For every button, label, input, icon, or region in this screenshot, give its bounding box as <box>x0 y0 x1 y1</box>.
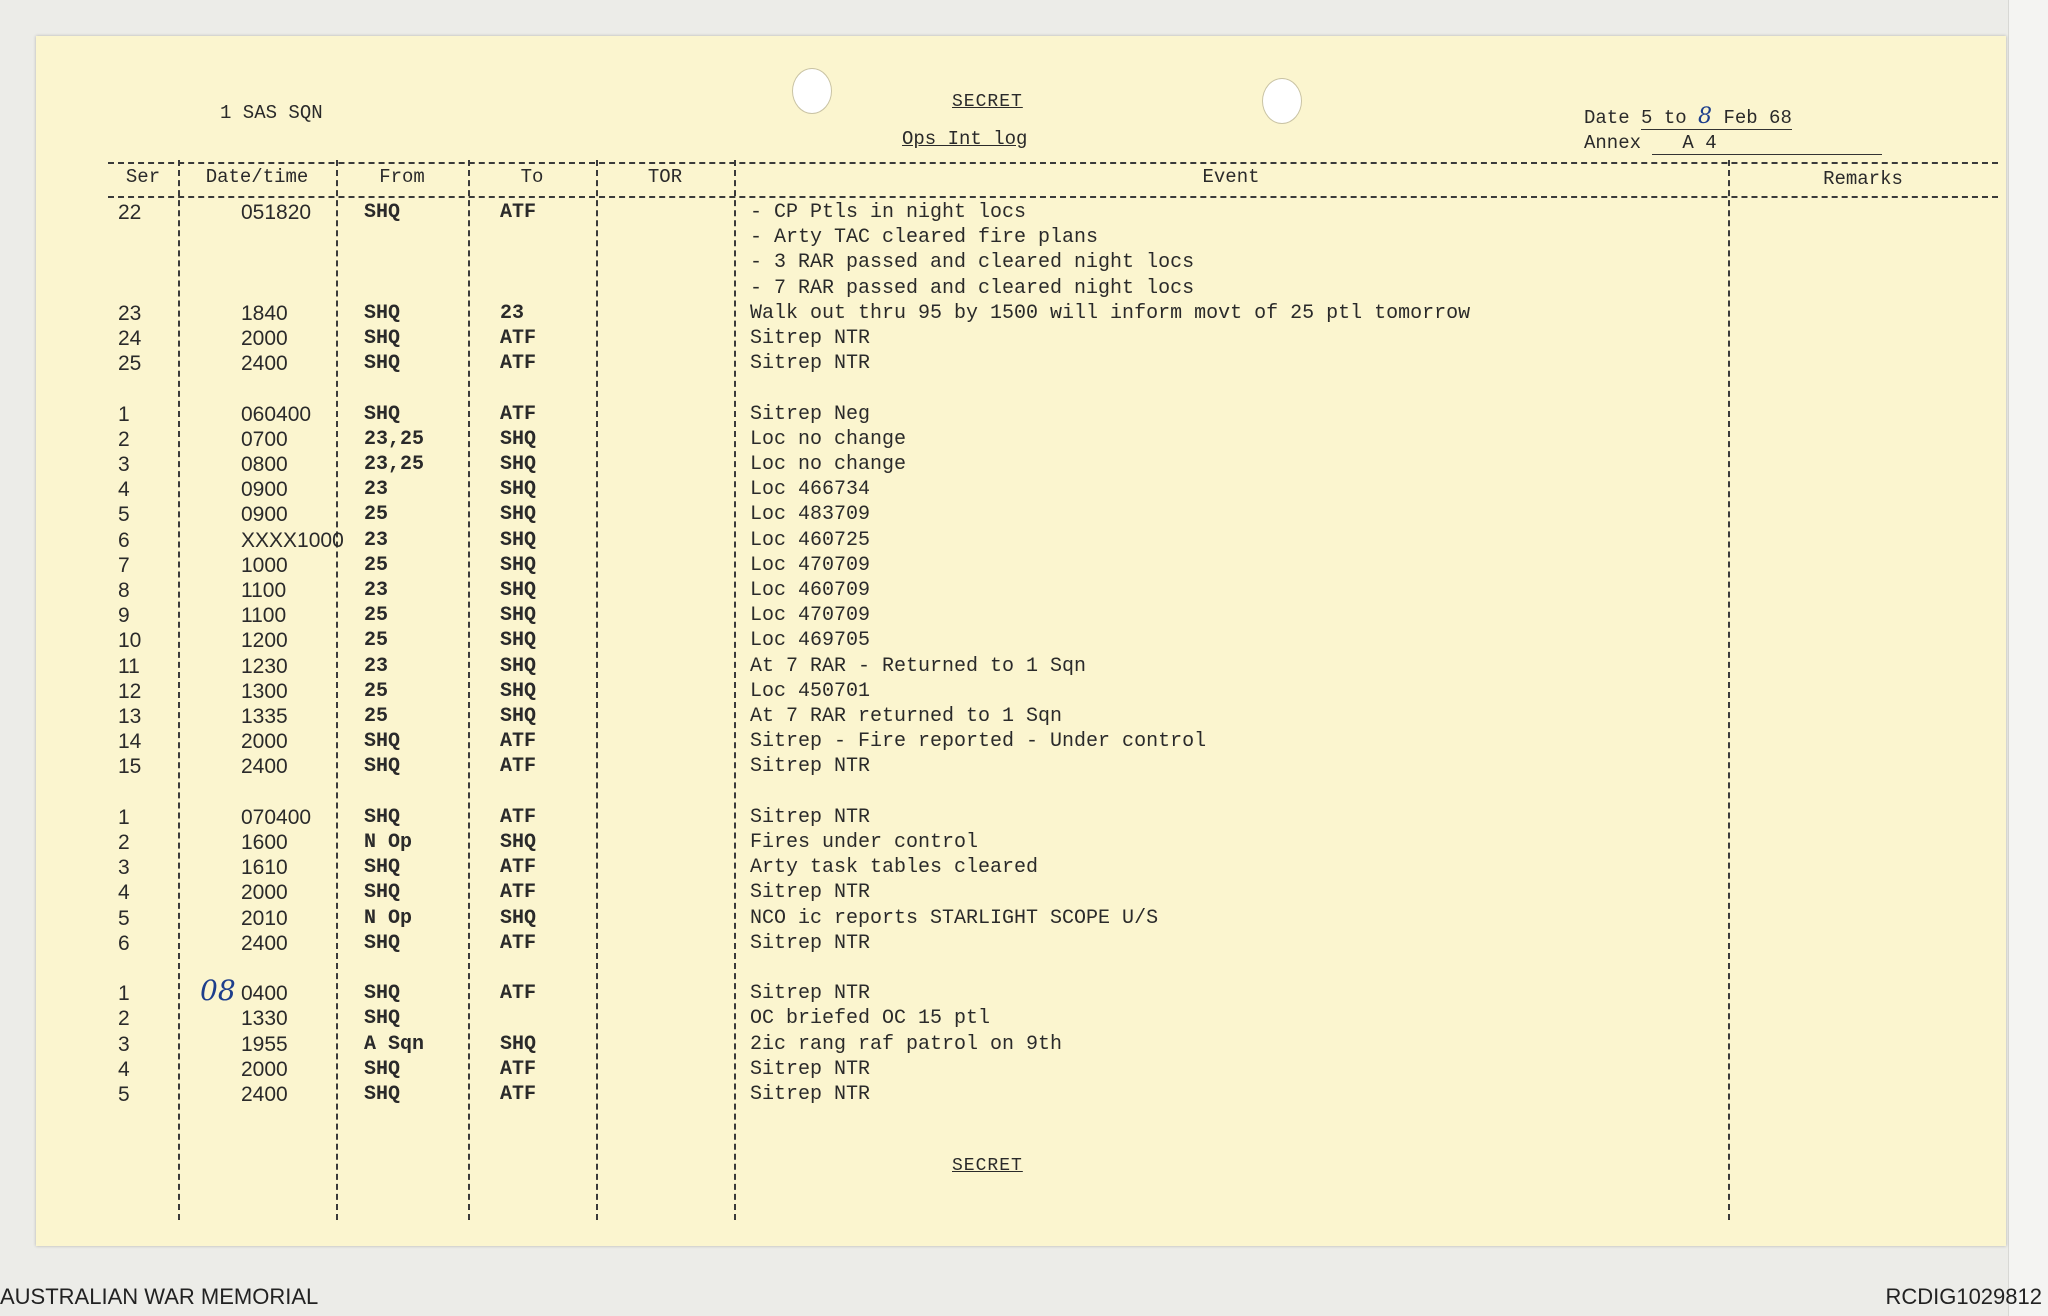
col-header-tor: TOR <box>647 166 683 188</box>
cell-ser: 2 <box>118 427 130 451</box>
col-header-remarks: Remarks <box>1823 168 1903 190</box>
classification-top: SECRET <box>952 92 1023 112</box>
cell-ser: 6 <box>118 528 130 552</box>
table-row <box>36 830 2006 855</box>
cell-event: Sitrep NTR <box>750 931 871 955</box>
cell-ser: 3 <box>118 453 130 476</box>
cell-ser: 5 <box>118 503 130 527</box>
cell-to: SHQ <box>500 604 537 628</box>
date-field <box>1584 104 1792 130</box>
table-row <box>36 200 2006 225</box>
cell-to: ATF <box>500 730 537 754</box>
cell-event: Loc no change <box>750 453 907 476</box>
footer-record-id: RCDIG1029812 <box>1885 1284 2042 1309</box>
cell-from: SHQ <box>364 1083 401 1106</box>
cell-from: SHQ <box>364 856 401 880</box>
cell-from: A Sqn <box>364 1032 425 1056</box>
cell-event: Sitrep Neg <box>750 402 871 426</box>
cell-from: 23 <box>364 579 389 602</box>
cell-from: SHQ <box>364 327 401 350</box>
table-row <box>36 754 2006 779</box>
cell-event: Sitrep NTR <box>750 1057 871 1081</box>
cell-event: Sitrep NTR <box>750 881 871 905</box>
cell-to: ATF <box>500 881 537 905</box>
cell-from: 25 <box>364 604 389 628</box>
table-top-rule <box>108 162 1998 164</box>
cell-ser: 12 <box>118 679 142 703</box>
cell-ser: 4 <box>118 881 130 905</box>
cell-to: ATF <box>500 327 537 350</box>
cell-datetime: 070400 <box>241 805 312 829</box>
cell-datetime: 0400 <box>241 982 288 1006</box>
cell-ser: 4 <box>118 478 130 502</box>
cell-to: SHQ <box>500 906 537 930</box>
cell-datetime: 2400 <box>241 352 288 376</box>
table-row <box>36 729 2006 754</box>
cell-ser: 22 <box>118 201 142 224</box>
cell-from: SHQ <box>364 352 401 376</box>
cell-event: Fires under control <box>750 831 979 854</box>
table-row <box>36 855 2006 880</box>
table-row <box>36 931 2006 956</box>
table-row <box>36 880 2006 905</box>
cell-ser: 7 <box>118 553 130 577</box>
cell-event: 2ic rang raf patrol on 9th <box>750 1032 1063 1056</box>
cell-event: Arty task tables cleared <box>750 856 1039 880</box>
cell-datetime: 1000 <box>241 553 288 577</box>
table-row <box>36 427 2006 452</box>
col-header-from: From <box>379 166 425 188</box>
cell-event: NCO ic reports STARLIGHT SCOPE U/S <box>750 906 1159 930</box>
cell-event: OC briefed OC 15 ptl <box>750 1007 991 1031</box>
annex-field <box>1584 132 1882 155</box>
cell-event: Sitrep NTR <box>750 805 871 829</box>
table-row <box>36 502 2006 527</box>
table-row <box>36 553 2006 578</box>
table-row <box>36 628 2006 653</box>
cell-from: 25 <box>364 503 389 527</box>
cell-to: SHQ <box>500 528 537 552</box>
cell-from: 23 <box>364 478 389 502</box>
table-row <box>36 276 2006 301</box>
cell-datetime: 0700 <box>241 427 288 451</box>
table-row <box>36 351 2006 376</box>
cell-to: SHQ <box>500 654 537 678</box>
col-header-ser: Ser <box>125 166 161 188</box>
cell-from: SHQ <box>364 805 401 829</box>
cell-datetime: 0900 <box>241 478 288 502</box>
cell-from: SHQ <box>364 1007 401 1031</box>
cell-from: SHQ <box>364 982 401 1006</box>
cell-to: ATF <box>500 805 537 829</box>
cell-from: SHQ <box>364 881 401 905</box>
cell-event: At 7 RAR returned to 1 Sqn <box>750 705 1063 728</box>
cell-event: Walk out thru 95 by 1500 will inform movt of 25 ptl tomorrow <box>750 301 1471 325</box>
cell-datetime: 1200 <box>241 629 288 653</box>
table-row <box>36 225 2006 250</box>
cell-ser: 2 <box>118 831 130 854</box>
cell-event: Loc 470709 <box>750 604 871 628</box>
cell-datetime: 2000 <box>241 881 288 905</box>
cell-datetime: 2000 <box>241 1057 288 1081</box>
cell-from: 23 <box>364 654 389 678</box>
cell-event: Sitrep NTR <box>750 1083 871 1106</box>
cell-event: Loc 450701 <box>750 679 871 703</box>
cell-datetime: 2000 <box>241 730 288 754</box>
table-row <box>36 301 2006 326</box>
cell-event: Loc 483709 <box>750 503 871 527</box>
cell-datetime: 1955 <box>241 1032 288 1056</box>
date-handwritten-8: 8 <box>1698 104 1713 129</box>
cell-ser: 10 <box>118 629 142 653</box>
cell-ser: 3 <box>118 1032 130 1056</box>
cell-datetime: 1100 <box>241 579 287 602</box>
cell-ser: 1 <box>118 805 130 829</box>
table-row <box>36 704 2006 729</box>
cell-to: ATF <box>500 1083 537 1106</box>
table-row <box>36 452 2006 477</box>
unit-name: 1 SAS SQN <box>220 102 323 124</box>
table-row <box>36 1006 2006 1031</box>
cell-ser: 5 <box>118 1083 130 1106</box>
cell-ser: 1 <box>118 982 130 1006</box>
annex-label: Annex <box>1584 132 1642 154</box>
cell-ser: 11 <box>118 654 140 678</box>
punch-hole-left <box>792 68 832 114</box>
cell-to: ATF <box>500 931 537 955</box>
cell-to: SHQ <box>500 478 537 502</box>
cell-event: Loc no change <box>750 427 907 451</box>
cell-from: 25 <box>364 553 389 577</box>
cell-ser: 14 <box>118 730 142 754</box>
cell-event: Loc 469705 <box>750 629 871 653</box>
cell-event: Loc 466734 <box>750 478 871 502</box>
cell-from: SHQ <box>364 301 401 325</box>
table-row <box>36 780 2006 805</box>
table-row <box>36 477 2006 502</box>
cell-to: SHQ <box>500 579 537 602</box>
punch-hole-right <box>1262 78 1302 124</box>
table-row <box>36 578 2006 603</box>
cell-datetime: 1335 <box>241 705 288 728</box>
classification-bottom: SECRET <box>952 1156 1023 1176</box>
cell-event: Sitrep NTR <box>750 982 871 1006</box>
cell-event: Loc 470709 <box>750 553 871 577</box>
cell-to: SHQ <box>500 503 537 527</box>
table-row <box>36 528 2006 553</box>
col-header-event: Event <box>1202 166 1260 188</box>
cell-datetime: 1840 <box>241 301 288 325</box>
table-row <box>36 906 2006 931</box>
cell-event: - Arty TAC cleared fire plans <box>750 226 1099 250</box>
table-row <box>36 250 2006 275</box>
cell-to: SHQ <box>500 629 537 653</box>
cell-datetime: 1300 <box>241 679 288 703</box>
cell-from: 23 <box>364 528 389 552</box>
cell-from: SHQ <box>364 931 401 955</box>
table-row <box>36 402 2006 427</box>
cell-to: SHQ <box>500 679 537 703</box>
cell-from: N Op <box>364 906 413 930</box>
cell-ser: 24 <box>118 327 142 350</box>
table-row <box>36 956 2006 981</box>
cell-datetime: XXXX1000 <box>241 528 344 552</box>
table-row <box>36 603 2006 628</box>
cell-from: 25 <box>364 679 389 703</box>
cell-to: SHQ <box>500 553 537 577</box>
table-row <box>36 981 2006 1006</box>
cell-ser: 3 <box>118 856 130 880</box>
cell-datetime: 2400 <box>241 1083 288 1106</box>
cell-event: - 7 RAR passed and cleared night locs <box>750 276 1195 300</box>
cell-to: ATF <box>500 755 537 779</box>
cell-datetime: 051820 <box>241 201 312 224</box>
col-header-to: To <box>520 166 544 188</box>
cell-to: ATF <box>500 352 537 376</box>
cell-ser: 23 <box>118 301 142 325</box>
cell-ser: 25 <box>118 352 142 376</box>
cell-ser: 5 <box>118 906 130 930</box>
table-row <box>36 376 2006 401</box>
log-sheet <box>36 36 2006 1246</box>
cell-event: - 3 RAR passed and cleared night locs <box>750 251 1195 275</box>
cell-datetime: 2400 <box>241 931 288 955</box>
cell-event: Loc 460725 <box>750 528 871 552</box>
cell-from: 25 <box>364 705 389 728</box>
cell-to: SHQ <box>500 427 537 451</box>
cell-event: Sitrep NTR <box>750 327 871 350</box>
table-row <box>36 1082 2006 1107</box>
cell-ser: 6 <box>118 931 130 955</box>
cell-to: ATF <box>500 856 537 880</box>
cell-ser: 13 <box>118 705 142 728</box>
col-header-datetime: Date/time <box>205 166 309 188</box>
cell-to: ATF <box>500 982 537 1006</box>
cell-to: SHQ <box>500 453 537 476</box>
cell-datetime: 1330 <box>241 1007 288 1031</box>
cell-ser: 15 <box>118 755 142 779</box>
cell-datetime: 1100 <box>241 604 287 628</box>
date-value: 5 to 8 Feb 68 <box>1641 104 1792 129</box>
table-row <box>36 1032 2006 1057</box>
table-row <box>36 679 2006 704</box>
cell-from: 23,25 <box>364 427 425 451</box>
table-row <box>36 805 2006 830</box>
cell-datetime: 0800 <box>241 453 288 476</box>
table-row <box>36 1057 2006 1082</box>
handwritten-08: 08 <box>200 974 236 1007</box>
cell-to: 23 <box>500 301 525 325</box>
cell-datetime: 1230 <box>241 654 288 678</box>
cell-to: ATF <box>500 402 537 426</box>
cell-ser: 1 <box>118 402 130 426</box>
footer-source: AUSTRALIAN WAR MEMORIAL <box>0 1284 319 1309</box>
date-label: Date <box>1584 107 1630 129</box>
cell-to: ATF <box>500 1057 537 1081</box>
cell-event: Sitrep NTR <box>750 352 871 376</box>
cell-from: 23,25 <box>364 453 425 476</box>
cell-from: N Op <box>364 831 413 854</box>
cell-to: SHQ <box>500 705 537 728</box>
cell-event: - CP Ptls in night locs <box>750 201 1027 224</box>
cell-datetime: 060400 <box>241 402 312 426</box>
cell-datetime: 2010 <box>241 906 288 930</box>
cell-event: Sitrep - Fire reported - Under control <box>750 730 1207 754</box>
cell-event: Loc 460709 <box>750 579 871 602</box>
cell-ser: 9 <box>118 604 130 628</box>
annex-value: A 4 <box>1652 132 1882 155</box>
log-title: Ops Int log <box>902 128 1028 150</box>
cell-event: Sitrep NTR <box>750 755 871 779</box>
cell-datetime: 1600 <box>241 831 288 854</box>
cell-ser: 4 <box>118 1057 130 1081</box>
cell-from: SHQ <box>364 730 401 754</box>
cell-event: At 7 RAR - Returned to 1 Sqn <box>750 654 1087 678</box>
cell-from: SHQ <box>364 755 401 779</box>
table-row <box>36 326 2006 351</box>
cell-from: SHQ <box>364 1057 401 1081</box>
cell-to: SHQ <box>500 831 537 854</box>
cell-from: SHQ <box>364 201 401 224</box>
cell-datetime: 1610 <box>241 856 288 880</box>
cell-from: SHQ <box>364 402 401 426</box>
table-row <box>36 654 2006 679</box>
cell-datetime: 2400 <box>241 755 288 779</box>
cell-ser: 2 <box>118 1007 130 1031</box>
cell-from: 25 <box>364 629 389 653</box>
table-header-rule <box>108 196 1998 198</box>
cell-ser: 8 <box>118 579 130 602</box>
cell-to: ATF <box>500 201 537 224</box>
cell-to: SHQ <box>500 1032 537 1056</box>
cell-datetime: 2000 <box>241 327 288 350</box>
page-edge <box>2008 0 2048 1316</box>
cell-datetime: 0900 <box>241 503 288 527</box>
